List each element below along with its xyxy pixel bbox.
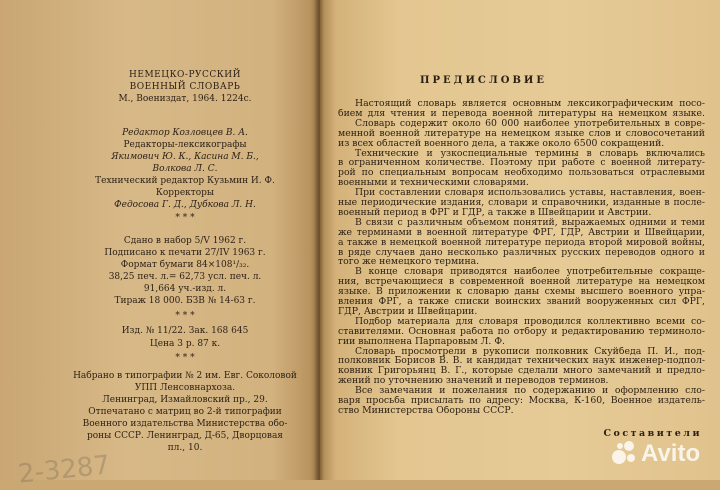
pencil-note: 2-3287 xyxy=(16,450,112,490)
preface-line: Подбор материала для словаря проводился коллективно всеми со- xyxy=(355,316,705,327)
preface-line: в ряде случаев дано несколько различных русских переводов одного и xyxy=(338,247,705,258)
preface-line: ставителями. Основная работа по отбору и редактированию терминоло- xyxy=(338,326,705,337)
preface-line: того же немецкого термина. xyxy=(338,257,480,268)
imprint-line: Технический редактор Кузьмин И. Ф. xyxy=(95,176,275,186)
imprint-line: роны СССР. Ленинград, Д-65, Дворцовая xyxy=(87,431,283,441)
preface-signature: Составители xyxy=(603,428,702,439)
imprint-line: НЕМЕЦКО-РУССКИЙ xyxy=(129,70,241,80)
preface-line: Технические и узкоспециальные термины в словарь включались xyxy=(355,148,705,159)
imprint-line: Волкова Л. С. xyxy=(152,164,218,174)
imprint-line: ВОЕННЫЙ СЛОВАРЬ xyxy=(129,82,241,92)
preface-line: варя просьба присылать по адресу: Москва, К-160, Военное издатель- xyxy=(338,396,705,406)
imprint-line: Подписано к печати 27/IV 1963 г. xyxy=(104,248,266,258)
preface-line: Все замечания и пожелания по содержанию и оформлению сло- xyxy=(355,386,705,397)
imprint-line: Корректоры xyxy=(155,188,215,198)
imprint-line: Военного издательства Министерства обо- xyxy=(82,419,288,429)
preface-line: ковник Григорьянц В. Г., которые сделали много замечаний и предло- xyxy=(338,366,705,377)
imprint-line: * * * xyxy=(175,311,195,321)
preface-line: В связи с различным объемом понятий, выражаемых одними и теми xyxy=(355,217,705,228)
preface-line: а также в немецкой военной литературе периода второй мировой войны, xyxy=(338,237,705,248)
preface-line: Словарь содержит около 60 000 наиболее употребительных в совре- xyxy=(355,118,705,129)
imprint-line: Федосова Г. Д., Дубкова Л. Н. xyxy=(114,200,256,210)
preface-line: бием для чтения и перевода военной литературы на немецком языке. xyxy=(338,108,705,119)
preface-line: менной военной литературе на немецком языке слов и словосочетаний xyxy=(338,128,705,139)
imprint-line: * * * xyxy=(175,353,195,363)
imprint-line: Отпечатано с матриц во 2-й типографии xyxy=(88,407,282,417)
preface-line: Настоящий словарь является основным лексикографическим посо- xyxy=(355,99,705,109)
preface-line: гии выполнена Парпаровым Л. Ф. xyxy=(338,336,505,347)
preface-line: военными и техническими словарями. xyxy=(338,178,529,189)
imprint-line: * * * xyxy=(175,213,195,223)
preface-line: ГДР, Австрии и Швейцарии. xyxy=(338,306,478,317)
preface-line: ство Министерства Обороны СССР. xyxy=(338,405,514,416)
preface-title: ПРЕДИСЛОВИЕ xyxy=(420,75,547,86)
preface-line: вления ФРГ, а также списки воинских званий вооруженных сил ФРГ, xyxy=(338,297,705,307)
imprint-line: Редактор Козловцев В. А. xyxy=(122,128,248,138)
avito-logo-icon xyxy=(612,441,638,467)
preface-line: военный период в ФРГ и ГДР, а также в Швейцарии и Австрии. xyxy=(338,207,652,218)
imprint-line: пл., 10. xyxy=(167,443,203,453)
preface-line: ния, встречающиеся в современной военной литературе на немецком xyxy=(338,277,705,288)
preface-line: Словарь просмотрели в рукописи полковник Скуйбеда П. И., под- xyxy=(355,346,705,357)
imprint-line: УПП Ленсовнархоза. xyxy=(134,383,236,393)
imprint-line: Ленинград, Измайловский пр., 29. xyxy=(102,395,268,405)
preface-line: При составлении словаря использовались уставы, наставления, воен- xyxy=(355,188,705,199)
preface-line: жений по уточнению значений и переводов терминов. xyxy=(338,376,609,387)
imprint-line: Якимович Ю. К., Касина М. Б., xyxy=(111,152,259,162)
imprint-line: 91,664 уч.-изд. л. xyxy=(143,284,227,294)
imprint-line: Формат бумаги 84×108¹/₃₂. xyxy=(120,260,250,270)
preface-line: полковник Борисов В. В. и кандидат технических наук инженер-подпол- xyxy=(338,356,705,367)
preface-line: из всех областей военного дела, а также около 6500 сокращений. xyxy=(338,138,665,149)
preface-line: в ограниченном количестве. Поэтому при работе с военной литерату- xyxy=(338,158,705,169)
imprint-line: 38,25 печ. л.= 62,73 усл. печ. л. xyxy=(108,272,262,282)
imprint-line: Цена 3 р. 87 к. xyxy=(149,339,221,349)
preface-line: В конце словаря приводятся наиболее употребительные сокраще- xyxy=(355,267,705,278)
imprint-line: Изд. № 11/22. Зак. 168 645 xyxy=(121,326,249,336)
imprint-line: Набрано в типографии № 2 им. Евг. Соколовой xyxy=(73,371,297,381)
preface-line: же терминами в военной литературе ФРГ, ГДР, Австрии и Швейцарии, xyxy=(338,227,705,238)
imprint-line: Сдано в набор 5/V 1962 г. xyxy=(123,236,247,246)
preface-line: языке. В приложении к словарю даны схемы высшего военного упра- xyxy=(338,287,705,298)
imprint-line: Редакторы-лексикографы xyxy=(123,140,247,150)
preface-line: рой по специальным вопросам необходимо пользоваться отраслевыми xyxy=(338,168,705,179)
imprint-line: Тираж 18 000. БЗВ № 14-63 г. xyxy=(114,296,256,306)
imprint-line: М., Воениздат, 1964. 1224с. xyxy=(118,94,252,104)
avito-watermark-text: Avito xyxy=(641,440,701,467)
preface-line: ные периодические издания, словари и справочники, изданные в после- xyxy=(338,198,705,208)
avito-watermark xyxy=(612,440,700,468)
